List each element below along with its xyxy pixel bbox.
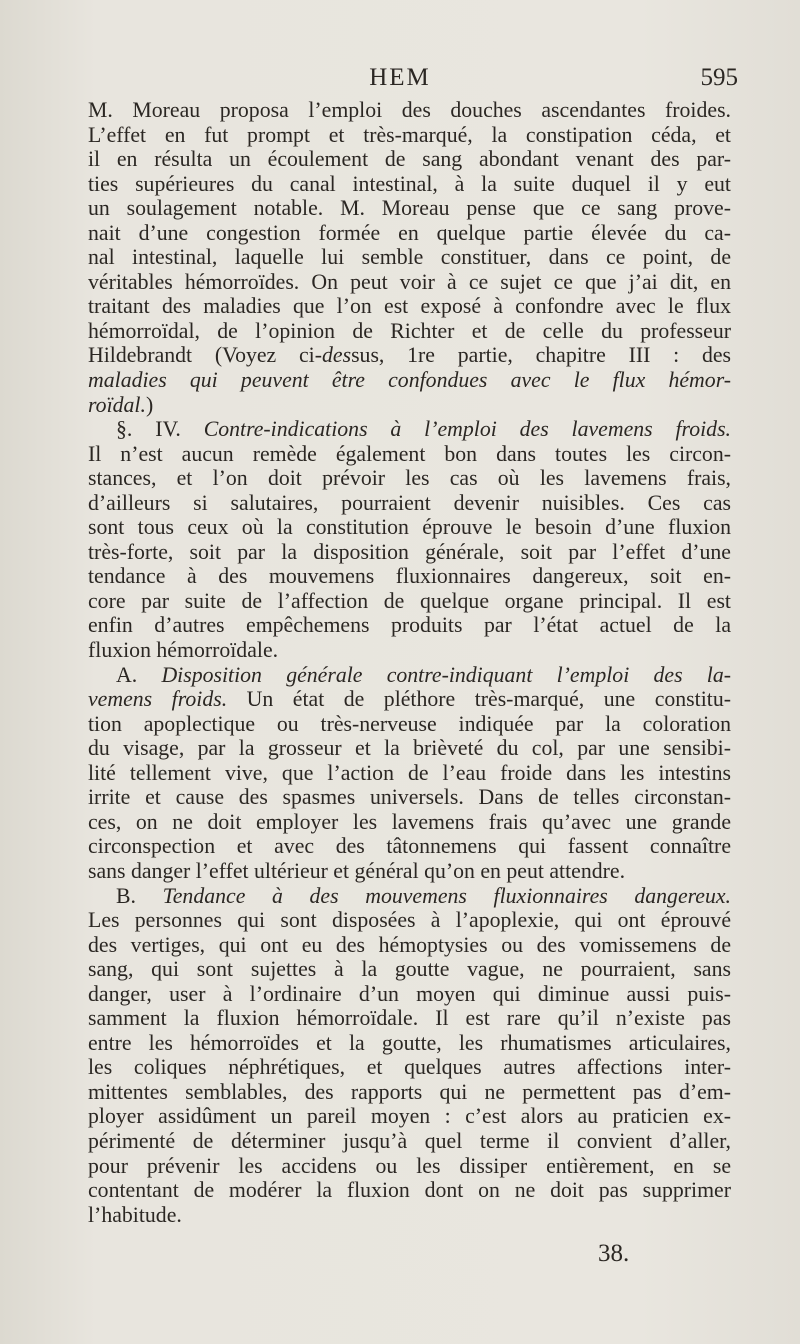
text-line: tendance à des mouvemens fluxionnaires dangereux, soit en- [88,564,731,589]
body-text [88,98,731,1227]
text-line: enfin d’autres empêchemens produits par l’état actuel de la [88,613,731,638]
text-line: sang, qui sont sujettes à la goutte vague, ne pourraient, sans [88,957,731,982]
text-line: circonspection et avec des tâtonnemens qui fassent connaître [88,834,731,859]
text-line: lité tellement vive, que l’action de l’eau froide dans les intestins [88,760,731,785]
text-line: L’effet en fut prompt et très-marqué, la constipation céda, et [88,122,731,147]
text-line: nait d’une congestion formée en quelque partie élevée du ca- [88,220,731,245]
text-line: ties supérieures du canal intestinal, à la suite duquel il y eut [88,171,731,196]
text-line: très-forte, soit par la disposition générale, soit par l’effet d’une [88,539,731,564]
text-line: roïdal.) [88,392,154,417]
text-line: mittentes semblables, des rapports qui ne permettent pas d’em- [88,1079,731,1104]
text-line: B. Tendance à des mouvemens fluxionnaires dangereux. [116,883,732,908]
text-line: il en résulta un écoulement de sang abondant venant des par- [88,147,731,172]
signature-mark: 38. [598,1240,630,1267]
text-line: Hildebrandt (Voyez ci-dessus, 1re partie, chapitre III : des [88,343,732,368]
text-line: A. Disposition générale contre-indiquant l’emploi des la- [116,662,731,687]
text-line: Il n’est aucun remède également bon dans toutes les circon- [88,441,731,466]
text-line: l’habitude. [88,1202,182,1227]
page-number: 595 [700,64,738,91]
text-line: véritables hémorroïdes. On peut voir à ce sujet ce que j’ai dit, en [88,269,731,294]
text-line: vemens froids. Un état de pléthore très-marqué, une constitu- [88,687,731,712]
text-line: un soulagement notable. M. Moreau pense que ce sang prove- [88,196,731,221]
text-line: core par suite de l’affection de quelque organe principal. Il est [88,588,731,613]
text-line: samment la fluxion hémorroïdale. Il est rare qu’il n’existe pas [88,1006,731,1031]
text-line: d’ailleurs si salutaires, pourraient devenir nuisibles. Ces cas [88,490,731,515]
text-line: pour prévenir les accidens ou les dissiper entièrement, en se [88,1153,731,1178]
text-line: hémorroïdal, de l’opinion de Richter et de celle du professeur [88,318,731,343]
text-line: danger, user à l’ordinaire d’un moyen qui diminue aussi puis- [88,981,731,1006]
text-line: tion apoplectique ou très-nerveuse indiquée par la coloration [88,711,731,736]
text-line: du visage, par la grosseur et la brièveté du col, par une sensibi- [88,736,731,761]
text-line: contentant de modérer la fluxion dont on ne doit pas supprimer [88,1178,731,1203]
text-line: nal intestinal, laquelle lui semble constituer, dans ce point, de [88,245,731,270]
text-line: irrite et cause des spasmes universels. Dans de telles circonstan- [88,785,731,810]
text-line: traitant des maladies que l’on est exposé à confondre avec le flux [88,294,731,319]
text-line: ces, on ne doit employer les lavemens frais qu’avec une grande [88,809,731,834]
running-head: HEM [369,64,431,91]
text-line: fluxion hémorroïdale. [88,638,279,663]
text-line: des vertiges, qui ont eu des hémoptysies ou des vomissemens de [88,932,731,957]
text-line: périmenté de déterminer jusqu’à quel terme il convient d’aller, [88,1128,731,1153]
text-line: ployer assidûment un pareil moyen : c’est alors au praticien ex- [88,1104,731,1129]
text-line: Les personnes qui sont disposées à l’apoplexie, qui ont éprouvé [88,908,731,933]
text-line: §. IV. Contre-indications à l’emploi des lavemens froids. [116,417,731,442]
text-line: stances, et l’on doit prévoir les cas où les lavemens frais, [88,466,731,491]
text-line: entre les hémorroïdes et la goutte, les rhumatismes articulaires, [88,1030,731,1055]
text-line: sans danger l’effet ultérieur et général qu’on en peut attendre. [88,858,626,883]
text-line: les coliques néphrétiques, et quelques autres affections inter- [88,1055,731,1080]
text-line: sont tous ceux où la constitution éprouve le besoin d’une fluxion [88,515,731,540]
text-line: M. Moreau proposa l’emploi des douches ascendantes froides. [88,98,731,122]
text-line: maladies qui peuvent être confondues avec le flux hémor- [88,368,731,393]
page-header [0,64,800,98]
